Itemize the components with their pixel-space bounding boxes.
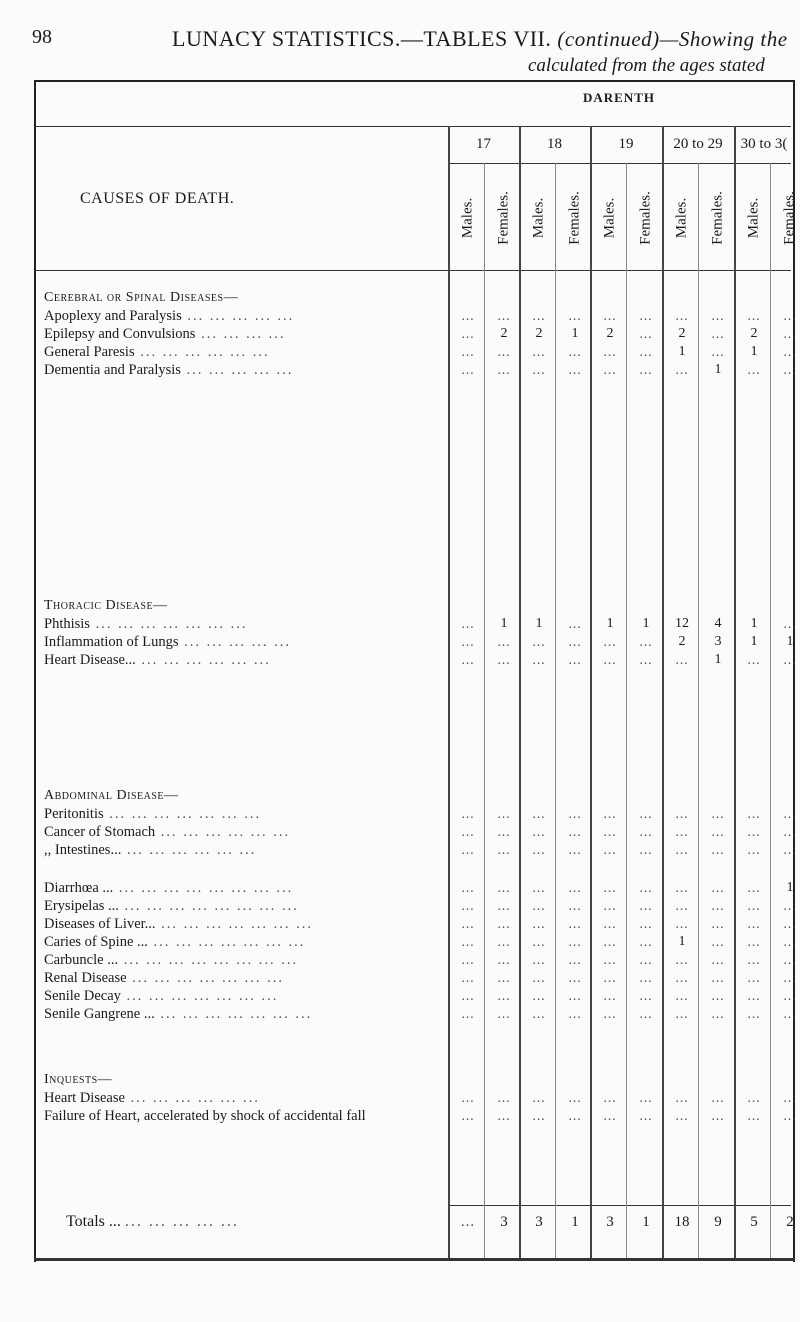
table-cell: ... — [711, 806, 725, 821]
cause-name: Diarrhœa ... — [44, 880, 114, 896]
sex-sub-header — [628, 165, 664, 270]
table-cell: ... — [532, 916, 546, 931]
table-cell: ... — [461, 934, 475, 949]
section-heading: Abdominal Disease— — [44, 788, 179, 803]
table-cell: ... — [747, 934, 761, 949]
sex-sub-header-text: Males. — [745, 197, 762, 238]
table-cell: ... — [461, 308, 475, 323]
cause-name: Epilepsy and Convulsions — [44, 326, 196, 342]
table-cell: ... — [568, 952, 582, 967]
cause-name: Heart Disease... — [44, 652, 136, 668]
cause-row-label: Diseases of Liver... ... ... ... ... ... ... ... — [44, 916, 314, 932]
table-cell: ... — [783, 916, 797, 931]
table-cell: ... — [639, 806, 653, 821]
totals-cell: 3 — [500, 1214, 508, 1230]
cause-name: Inflammation of Lungs — [44, 634, 179, 650]
table-cell: ... — [532, 362, 546, 377]
sex-sub-header-text: Males. — [459, 197, 476, 238]
table-cell: ... — [747, 1090, 761, 1105]
cause-row-label: Carbuncle ... ... ... ... ... ... ... ... ... — [44, 952, 299, 968]
section-heading: Thoracic Disease— — [44, 598, 168, 613]
table-cell: ... — [568, 934, 582, 949]
table-cell: ... — [675, 824, 689, 839]
table-cell: ... — [568, 1090, 582, 1105]
table-cell: ... — [639, 916, 653, 931]
table-cell: ... — [783, 1006, 797, 1021]
table-cell: ... — [532, 1090, 546, 1105]
table-cell: ... — [568, 842, 582, 857]
table-cell: ... — [568, 970, 582, 985]
cause-name: Peritonitis — [44, 806, 104, 822]
table-cell: ... — [568, 1108, 582, 1123]
table-cell: ... — [603, 898, 617, 913]
cause-name: Failure of Heart, accelerated by shock of accidental fall — [44, 1108, 366, 1124]
table-cell: ... — [783, 1090, 797, 1105]
column-group-divider — [519, 126, 521, 1258]
table-cell: ... — [497, 952, 511, 967]
table-cell: ... — [497, 362, 511, 377]
table-cell: ... — [497, 916, 511, 931]
table-cell: ... — [639, 970, 653, 985]
table-cell: ... — [603, 988, 617, 1003]
table-cell: ... — [461, 842, 475, 857]
table-cell: ... — [711, 1108, 725, 1123]
age-group-header: 20 to 29 — [673, 136, 723, 152]
table-cell: ... — [639, 988, 653, 1003]
table-cell: ... — [461, 970, 475, 985]
table-cell: ... — [747, 898, 761, 913]
rule-above-totals — [448, 1205, 791, 1206]
table-cell: ... — [711, 824, 725, 839]
table-cell: ... — [461, 916, 475, 931]
table-cell: ... — [568, 806, 582, 821]
table-cell: 1 — [535, 616, 543, 631]
table-cell: ... — [783, 362, 797, 377]
table-cell: ... — [497, 988, 511, 1003]
table-cell: ... — [603, 880, 617, 895]
sex-sub-header-text: Males. — [673, 197, 690, 238]
table-cell: ... — [747, 880, 761, 895]
title-line-2: calculated from the ages stated — [528, 55, 765, 76]
table-cell: ... — [783, 326, 797, 341]
table-cell: ... — [532, 824, 546, 839]
table-cell: 1 — [750, 616, 758, 631]
table-cell: ... — [532, 934, 546, 949]
table-cell: ... — [675, 952, 689, 967]
table-cell: ... — [711, 898, 725, 913]
table-cell: ... — [497, 842, 511, 857]
cause-row-label: Heart Disease ... ... ... ... ... ... — [44, 1090, 260, 1106]
table-cell: ... — [783, 952, 797, 967]
totals-cell: 5 — [750, 1214, 758, 1230]
table-cell: 2 — [606, 326, 614, 341]
causes-of-death-header: CAUSES OF DEATH. — [80, 190, 235, 207]
table-cell: ... — [783, 1108, 797, 1123]
table-cell: ... — [747, 916, 761, 931]
age-group-header: 18 — [547, 136, 562, 152]
rule-under-headers — [34, 270, 791, 271]
table-cell: ... — [783, 344, 797, 359]
table-cell: ... — [603, 806, 617, 821]
table-cell: ... — [747, 970, 761, 985]
sex-sub-header-text: Males. — [530, 197, 547, 238]
table-cell: ... — [783, 824, 797, 839]
table-cell: 1 — [786, 634, 794, 649]
sex-sub-header — [557, 165, 593, 270]
table-cell: ... — [497, 824, 511, 839]
table-cell: 1 — [571, 326, 579, 341]
table-cell: 1 — [714, 362, 722, 377]
table-cell: ... — [497, 634, 511, 649]
table-cell: ... — [711, 880, 725, 895]
cause-name: Phthisis — [44, 616, 90, 632]
table-cell: ... — [675, 806, 689, 821]
table-cell: ... — [783, 652, 797, 667]
table-cell: ... — [568, 362, 582, 377]
table-cell: ... — [603, 652, 617, 667]
cause-name: Dementia and Paralysis — [44, 362, 181, 378]
table-cell: ... — [639, 842, 653, 857]
table-cell: ... — [568, 824, 582, 839]
cause-name: Senile Decay — [44, 988, 121, 1004]
table-cell: ... — [711, 344, 725, 359]
age-group-header: 17 — [476, 136, 491, 152]
sex-sub-header — [521, 165, 557, 270]
cause-name: Carbuncle ... — [44, 952, 119, 968]
table-cell: ... — [783, 806, 797, 821]
sex-sub-header-text: Males. — [601, 197, 618, 238]
cause-row-label: Senile Gangrene ... ... ... ... ... ... ... ... — [44, 1006, 313, 1022]
cause-name: Renal Disease — [44, 970, 127, 986]
table-bottom-rule — [34, 1258, 795, 1261]
table-cell: ... — [461, 1090, 475, 1105]
table-cell: ... — [497, 880, 511, 895]
table-cell: ... — [603, 970, 617, 985]
table-cell: 1 — [678, 344, 686, 359]
table-cell: ... — [783, 988, 797, 1003]
age-group-header: 30 to 3( — [740, 136, 788, 152]
table-cell: ... — [639, 326, 653, 341]
section-heading: Cerebral or Spinal Diseases— — [44, 290, 239, 305]
column-group-divider — [662, 126, 664, 1258]
table-cell: ... — [497, 806, 511, 821]
totals-cell: 3 — [606, 1214, 614, 1230]
table-cell: ... — [532, 652, 546, 667]
table-cell: ... — [675, 1108, 689, 1123]
table-cell: 2 — [678, 634, 686, 649]
table-cell: ... — [461, 344, 475, 359]
table-cell: ... — [497, 1108, 511, 1123]
table-cell: ... — [532, 880, 546, 895]
table-cell: ... — [639, 344, 653, 359]
cause-row-label: Cancer of Stomach ... ... ... ... ... ... — [44, 824, 291, 840]
table-cell: ... — [783, 934, 797, 949]
table-cell: ... — [568, 988, 582, 1003]
table-cell: ... — [461, 988, 475, 1003]
table-cell: ... — [711, 934, 725, 949]
cause-row-label: Caries of Spine ... ... ... ... ... ... ... ... — [44, 934, 306, 950]
cause-name: Apoplexy and Paralysis — [44, 308, 182, 324]
sex-sub-header-text: Females. — [495, 190, 512, 245]
cause-row-label: Epilepsy and Convulsions ... ... ... ... — [44, 326, 286, 342]
table-cell: 3 — [714, 634, 722, 649]
table-cell: 4 — [714, 616, 722, 631]
table-cell: ... — [568, 880, 582, 895]
table-cell: ... — [532, 842, 546, 857]
table-cell: ... — [675, 880, 689, 895]
table-cell: ... — [532, 988, 546, 1003]
table-cell: ... — [675, 362, 689, 377]
table-cell: ... — [603, 934, 617, 949]
cause-name: Cancer of Stomach — [44, 824, 156, 840]
table-cell: ... — [783, 616, 797, 631]
table-cell: ... — [675, 1090, 689, 1105]
table-cell: ... — [783, 898, 797, 913]
table-cell: ... — [532, 1108, 546, 1123]
table-cell: ... — [711, 1006, 725, 1021]
table-cell: ... — [639, 362, 653, 377]
table-cell: ... — [639, 308, 653, 323]
table-cell: 1 — [714, 652, 722, 667]
column-group-divider — [734, 126, 736, 1258]
cause-name: Diseases of Liver... — [44, 916, 156, 932]
sex-sub-header — [664, 165, 700, 270]
table-cell: 1 — [642, 616, 650, 631]
table-cell: ... — [675, 988, 689, 1003]
totals-cell: 9 — [714, 1214, 722, 1230]
table-cell: ... — [461, 652, 475, 667]
table-cell: ... — [461, 634, 475, 649]
sex-sub-header-text: Females. — [566, 190, 583, 245]
cause-name: Caries of Spine ... — [44, 934, 148, 950]
cause-row-label: Dementia and Paralysis ... ... ... ... ... — [44, 362, 294, 378]
table-cell: ... — [711, 970, 725, 985]
table-cell: 2 — [678, 326, 686, 341]
table-cell: ... — [639, 1108, 653, 1123]
table-cell: ... — [747, 952, 761, 967]
table-cell: ... — [747, 988, 761, 1003]
table-cell: ... — [603, 362, 617, 377]
table-cell: ... — [783, 308, 797, 323]
table-cell: ... — [497, 898, 511, 913]
table-cell: ... — [568, 916, 582, 931]
table-cell: ... — [568, 1006, 582, 1021]
table-cell: ... — [747, 362, 761, 377]
totals-cell: 1 — [642, 1214, 650, 1230]
table-cell: ... — [603, 952, 617, 967]
sex-sub-header — [592, 165, 628, 270]
table-cell: 1 — [678, 934, 686, 949]
rule-under-age-groups — [448, 163, 791, 164]
table-cell: ... — [675, 308, 689, 323]
cause-name: ,, Intestines... — [44, 842, 122, 858]
table-cell: ... — [711, 326, 725, 341]
title-main: LUNACY STATISTICS.—TABLES VII. — [172, 26, 552, 51]
table-cell: ... — [603, 1108, 617, 1123]
table-cell: ... — [711, 1090, 725, 1105]
totals-label-text: Totals ... — [66, 1213, 121, 1230]
table-cell: ... — [497, 652, 511, 667]
table-cell: ... — [747, 806, 761, 821]
table-cell: ... — [747, 824, 761, 839]
table-cell: 1 — [750, 344, 758, 359]
column-group-divider — [448, 126, 450, 1258]
table-cell: ... — [532, 1006, 546, 1021]
table-cell: ... — [675, 1006, 689, 1021]
table-cell: ... — [603, 824, 617, 839]
table-cell: ... — [461, 806, 475, 821]
table-cell: ... — [532, 308, 546, 323]
table-cell: ... — [461, 362, 475, 377]
table-cell: ... — [639, 880, 653, 895]
table-cell: 1 — [606, 616, 614, 631]
sex-sub-header — [736, 165, 772, 270]
table-cell: ... — [568, 344, 582, 359]
table-cell: ... — [747, 1006, 761, 1021]
page-title — [172, 26, 788, 52]
table-cell: ... — [532, 344, 546, 359]
cause-row-label: Apoplexy and Paralysis ... ... ... ... ... — [44, 308, 295, 324]
table-cell: ... — [639, 652, 653, 667]
sex-sub-header — [700, 165, 736, 270]
table-cell: ... — [639, 952, 653, 967]
sex-sub-header-text: Females. — [709, 190, 726, 245]
cause-name: Heart Disease — [44, 1090, 125, 1106]
table-cell: ... — [532, 634, 546, 649]
cause-name: General Paresis — [44, 344, 135, 360]
table-cell: ... — [497, 308, 511, 323]
table-cell: ... — [783, 842, 797, 857]
table-cell: ... — [461, 326, 475, 341]
table-cell: ... — [747, 1108, 761, 1123]
table-cell: ... — [639, 934, 653, 949]
cause-row-label: Diarrhœa ... ... ... ... ... ... ... ... ... — [44, 880, 294, 896]
cause-name: Senile Gangrene ... — [44, 1006, 155, 1022]
table-cell: 1 — [786, 880, 794, 895]
table-cell: ... — [639, 898, 653, 913]
table-cell: ... — [639, 1006, 653, 1021]
table-cell: 2 — [500, 326, 508, 341]
rule-under-institution — [34, 126, 791, 127]
table-cell: ... — [568, 616, 582, 631]
totals-cell: 3 — [535, 1214, 543, 1230]
table-cell: ... — [675, 842, 689, 857]
totals-label: Totals ... ... ... ... ... ... — [66, 1213, 239, 1230]
cause-row-label: Renal Disease ... ... ... ... ... ... ... — [44, 970, 285, 986]
table-cell: ... — [461, 1006, 475, 1021]
cause-name: Erysipelas ... — [44, 898, 119, 914]
sex-sub-header — [450, 165, 486, 270]
table-cell: 1 — [750, 634, 758, 649]
sex-sub-header-text: Females. — [637, 190, 654, 245]
table-cell: ... — [711, 308, 725, 323]
table-cell: 2 — [750, 326, 758, 341]
totals-cell: 2 — [786, 1214, 794, 1230]
cause-row-label: Phthisis ... ... ... ... ... ... ... — [44, 616, 248, 632]
table-cell: ... — [603, 1006, 617, 1021]
sex-sub-header — [772, 165, 800, 270]
totals-cell: 18 — [674, 1214, 690, 1230]
table-cell: ... — [711, 952, 725, 967]
table-cell: ... — [532, 806, 546, 821]
page-number: 98 — [32, 26, 52, 48]
table-cell: ... — [568, 898, 582, 913]
sex-sub-header-text: Females. — [781, 190, 798, 245]
table-cell: ... — [639, 1090, 653, 1105]
column-group-divider — [590, 126, 592, 1258]
table-cell: ... — [461, 1108, 475, 1123]
cause-row-label: Senile Decay ... ... ... ... ... ... ... — [44, 988, 279, 1004]
cause-row-label — [44, 1108, 454, 1125]
table-cell: ... — [747, 652, 761, 667]
table-cell: ... — [783, 970, 797, 985]
table-cell: ... — [497, 1006, 511, 1021]
table-cell: ... — [711, 916, 725, 931]
cause-row-label: Heart Disease... ... ... ... ... ... ... — [44, 652, 271, 668]
table-cell: ... — [461, 898, 475, 913]
cause-row-label: Inflammation of Lungs ... ... ... ... ... — [44, 634, 292, 650]
institution-name: DARENTH — [583, 90, 656, 105]
table-cell: ... — [461, 952, 475, 967]
table-cell: ... — [675, 652, 689, 667]
table-cell: ... — [532, 970, 546, 985]
totals-cell: ... — [460, 1214, 476, 1230]
age-group-header: 19 — [618, 136, 634, 152]
table-cell: 12 — [675, 616, 689, 631]
cause-row-label: Erysipelas ... ... ... ... ... ... ... ... ... — [44, 898, 299, 914]
table-cell: ... — [711, 988, 725, 1003]
table-cell: ... — [603, 344, 617, 359]
cause-row-label: General Paresis ... ... ... ... ... ... — [44, 344, 270, 360]
table-cell: ... — [497, 344, 511, 359]
table-cell: ... — [497, 970, 511, 985]
table-cell: ... — [603, 1090, 617, 1105]
table-cell: ... — [675, 898, 689, 913]
sex-sub-header — [486, 165, 522, 270]
table-cell: 1 — [500, 616, 508, 631]
table-cell: ... — [747, 842, 761, 857]
table-cell: ... — [532, 952, 546, 967]
table-cell: ... — [497, 1090, 511, 1105]
table-cell: ... — [711, 842, 725, 857]
table-cell: ... — [675, 916, 689, 931]
cause-row-label: Peritonitis ... ... ... ... ... ... ... — [44, 806, 262, 822]
table-cell: ... — [603, 634, 617, 649]
table-cell: ... — [568, 634, 582, 649]
table-cell: 2 — [535, 326, 543, 341]
table-cell: ... — [603, 308, 617, 323]
table-cell: ... — [747, 308, 761, 323]
table-cell: ... — [639, 824, 653, 839]
table-cell: ... — [532, 898, 546, 913]
title-continued: (continued)—Showing the — [557, 27, 788, 51]
section-heading: Inquests— — [44, 1072, 113, 1087]
table-cell: ... — [461, 824, 475, 839]
table-cell: ... — [497, 934, 511, 949]
table-cell: ... — [675, 970, 689, 985]
totals-cell: 1 — [571, 1214, 579, 1230]
table-cell: ... — [461, 616, 475, 631]
table-cell: ... — [461, 880, 475, 895]
cause-row-label: ,, Intestines... ... ... ... ... ... ... — [44, 842, 257, 858]
table-cell: ... — [603, 916, 617, 931]
table-cell: ... — [639, 634, 653, 649]
table-cell: ... — [603, 842, 617, 857]
table-cell: ... — [568, 308, 582, 323]
table-cell: ... — [568, 652, 582, 667]
